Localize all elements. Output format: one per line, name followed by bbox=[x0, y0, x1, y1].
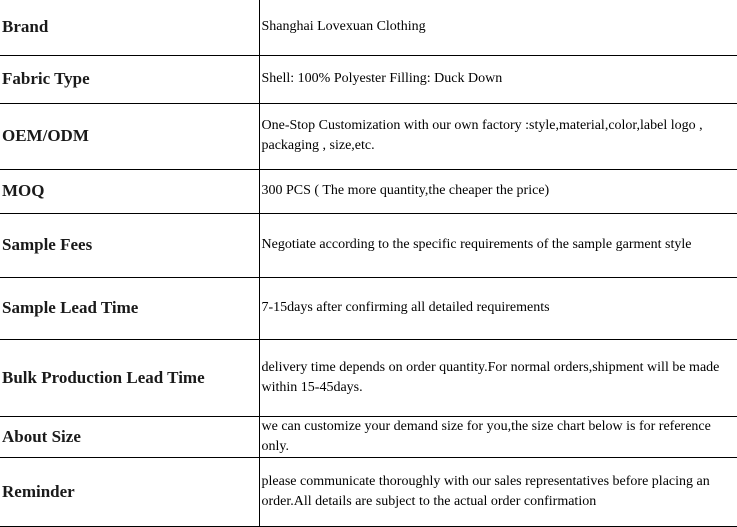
row-label-about-size: About Size bbox=[0, 416, 259, 457]
table-row bbox=[0, 457, 737, 526]
row-label-brand: Brand bbox=[0, 0, 259, 55]
row-value-about-size: we can customize your demand size for you,the size chart below is for reference only. bbox=[259, 416, 737, 457]
row-label-sample-lead-time: Sample Lead Time bbox=[0, 277, 259, 339]
row-label-sample-fees: Sample Fees bbox=[0, 213, 259, 277]
table-row bbox=[0, 339, 737, 416]
table-row bbox=[0, 0, 737, 55]
row-label-bulk-production-lead-time: Bulk Production Lead Time bbox=[0, 339, 259, 416]
row-label-oem-odm: OEM/ODM bbox=[0, 103, 259, 169]
row-value-brand: Shanghai Lovexuan Clothing bbox=[259, 0, 737, 55]
table-row bbox=[0, 416, 737, 457]
table-row bbox=[0, 169, 737, 213]
row-value-sample-fees: Negotiate according to the specific requirements of the sample garment style bbox=[259, 213, 737, 277]
table-row bbox=[0, 103, 737, 169]
row-label-moq: MOQ bbox=[0, 169, 259, 213]
row-label-fabric-type: Fabric Type bbox=[0, 55, 259, 103]
row-value-bulk-production-lead-time: delivery time depends on order quantity.For normal orders,shipment will be made within 15-45days. bbox=[259, 339, 737, 416]
row-label-reminder: Reminder bbox=[0, 457, 259, 526]
row-value-sample-lead-time: 7-15days after confirming all detailed requirements bbox=[259, 277, 737, 339]
row-value-fabric-type: Shell: 100% Polyester Filling: Duck Down bbox=[259, 55, 737, 103]
table-row bbox=[0, 55, 737, 103]
table-row bbox=[0, 213, 737, 277]
row-value-oem-odm: One-Stop Customization with our own factory :style,material,color,label logo , packaging , size,etc. bbox=[259, 103, 737, 169]
table-row bbox=[0, 277, 737, 339]
row-value-moq: 300 PCS ( The more quantity,the cheaper the price) bbox=[259, 169, 737, 213]
row-value-reminder: please communicate thoroughly with our sales representatives before placing an order.All details are subject to the actual order confirmation bbox=[259, 457, 737, 526]
